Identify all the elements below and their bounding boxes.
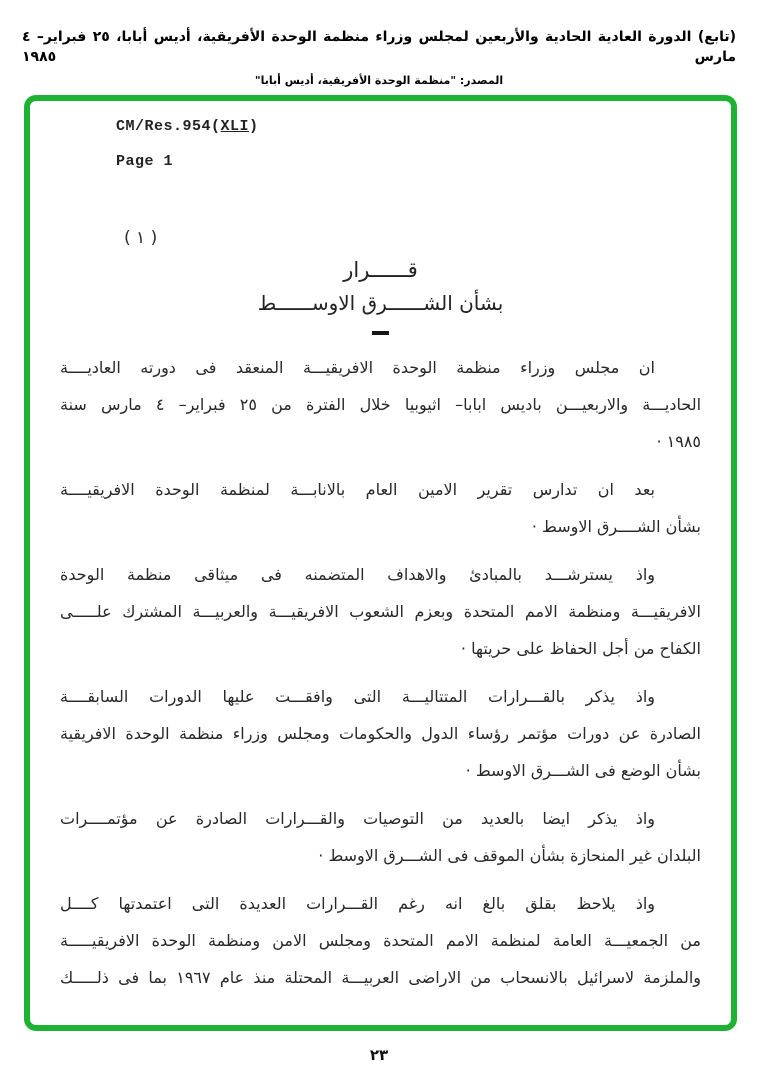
resolution-reference [116, 117, 701, 137]
resolution-title: قــــــرار [343, 258, 418, 282]
resolution-session-numeral: XLI [220, 118, 250, 135]
text-line: واذ يلاحظ بقلق بالغ انه رغم القـــرارات العديدة التى اعتمدتها كــــل [60, 894, 655, 913]
resolution-reference-prefix: CM/Res.954( [116, 118, 221, 135]
item-number: ( ١ ) [124, 228, 158, 248]
text-line: الحاديـــة والاربعيـــن باديس ابابا– اثيوبيا خلال الفترة من ٢٥ فبراير– ٤ مارس سنة [60, 395, 702, 414]
paragraph [60, 471, 701, 545]
document-body [60, 349, 701, 996]
paragraph [60, 678, 701, 789]
page-header [0, 0, 758, 87]
text-line: بعد ان تدارس تقرير الامين العام بالانابـــة لمنظمة الوحدة الافريقيــــة [60, 480, 655, 499]
text-line: الكفاح من أجل الحفاظ على حريتها · [460, 639, 701, 658]
text-line: بشأن الشــــرق الاوسط · [531, 517, 701, 536]
title-separator-dash [372, 331, 389, 335]
footer-page-number: ٢٣ [369, 1046, 389, 1064]
text-line: البلدان غير المنحازة بشأن الموقف فى الشـــرق الاوسط · [318, 846, 701, 865]
resolution-subtitle: بشأن الشــــــرق الاوســــــط [257, 291, 504, 315]
text-line: بشأن الوضع فى الشـــرق الاوسط · [465, 761, 701, 780]
text-line: واذ يذكر ايضا بالعديد من التوصيات والقـــرارات الصادرة عن مؤتمــــرات [60, 809, 655, 828]
text-line: من الجمعيـــة العامة لمنظمة الامم المتحدة ومجلس الامن ومنظمة الوحدة الافريقيـــــة [60, 931, 701, 950]
text-line: ١٩٨٥ · [656, 432, 701, 451]
paragraph [60, 349, 701, 460]
text-line: الافريقيـــة ومنظمة الامم المتحدة وبعزم الشعوب الافريقيـــة والعربيـــة المشترك علـــــى [60, 602, 701, 621]
text-line: واذ يذكر بالقـــرارات المتتاليـــة التى وافقـــت عليها الدورات السابقــــة [60, 687, 655, 706]
document-page-label: Page 1 [116, 153, 174, 170]
text-line: الصادرة عن دورات مؤتمر رؤساء الدول والحكومات ومجلس وزراء منظمة الوحدة الافريقية [60, 724, 701, 743]
paragraph [60, 800, 701, 874]
session-caption: (تابع) الدورة العادية الحادية والأربعين لمجلس وزراء منظمة الوحدة الأفريقية، أديس أبابا، ٢٥ فبراير– ٤ مارس ١٩٨٥ [22, 29, 736, 65]
resolution-title-block [60, 258, 701, 335]
text-line: والملزمة لاسرائيل بالانسحاب من الاراضى العربيـــة المحتلة منذ عام ١٩٦٧ بما فى ذلـــــك [60, 968, 701, 987]
source-caption: المصدر: "منظمة الوحدة الأفريقية، أديس أبابا" [254, 74, 504, 87]
paragraph [60, 885, 701, 996]
green-highlight-frame [24, 95, 737, 1031]
text-line: ان مجلس وزراء منظمة الوحدة الافريقيـــة المنعقد فى دورته العاديــــة [60, 358, 655, 377]
text-line: واذ يسترشـــد بالمبادئ والاهداف المتضمنه فى ميثاقى منظمة الوحدة [60, 565, 655, 584]
resolution-reference-suffix: ) [249, 118, 259, 135]
paragraph [60, 556, 701, 667]
